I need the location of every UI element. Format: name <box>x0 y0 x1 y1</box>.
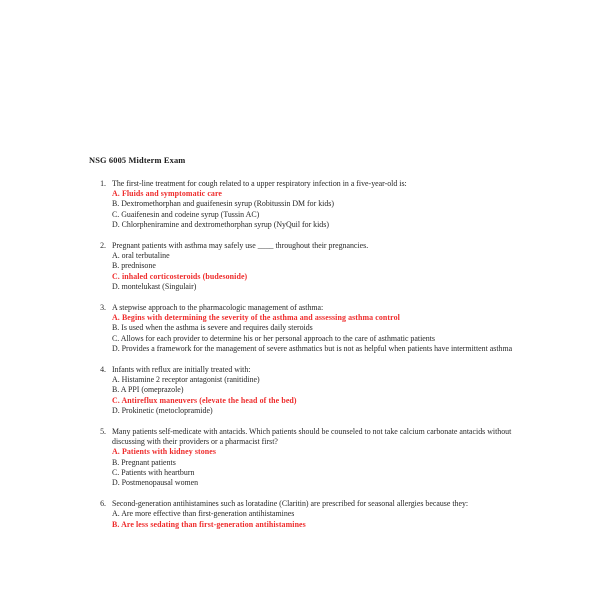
document-content <box>89 155 514 541</box>
answer-option[interactable]: C. Patients with heartburn <box>112 467 195 477</box>
question-stem: A stepwise approach to the pharmacologic management of asthma: <box>112 303 324 313</box>
question-number: 5. <box>100 427 106 437</box>
answer-option[interactable]: D. montelukast (Singulair) <box>112 281 197 291</box>
answer-option[interactable]: B. Pregnant patients <box>112 457 176 467</box>
question-block <box>89 365 514 416</box>
answer-option[interactable]: A. Histamine 2 receptor antagonist (ranitidine) <box>112 375 260 385</box>
answer-option-correct[interactable]: A. Patients with kidney stones <box>112 447 217 457</box>
answer-option[interactable]: C. Allows for each provider to determine his or her personal approach to the care of asthmatic patients <box>112 333 435 343</box>
question-number: 4. <box>100 365 106 375</box>
answer-option[interactable]: D. Postmenopausal women <box>112 478 199 488</box>
question-stem: Pregnant patients with asthma may safely use ____ throughout their pregnancies. <box>112 241 369 251</box>
question-block <box>89 499 514 530</box>
question-block <box>89 179 514 230</box>
answer-option[interactable]: D. Prokinetic (metoclopramide) <box>112 405 213 415</box>
answer-options <box>112 509 514 529</box>
answer-option[interactable]: C. Guaifenesin and codeine syrup (Tussin AC) <box>112 209 260 219</box>
question-block <box>89 303 514 354</box>
answer-options <box>112 251 514 292</box>
question-stem: The first-line treatment for cough related to a upper respiratory infection in a five-year-old is: <box>112 179 407 188</box>
answer-option[interactable]: D. Provides a framework for the management of severe asthmatics but is not as helpful when patients have intermittent asthma <box>112 343 513 353</box>
answer-option-correct[interactable]: B. Are less sedating than first-generation antihistamines <box>112 519 306 529</box>
question-block <box>89 241 514 292</box>
answer-options <box>112 447 514 488</box>
answer-option[interactable]: B. A PPI (omeprazole) <box>112 385 184 395</box>
answer-options <box>112 313 514 354</box>
question-number: 3. <box>100 303 106 313</box>
answer-option-correct[interactable]: A. Begins with determining the severity of the asthma and assessing asthma control <box>112 313 400 323</box>
answer-options <box>112 189 514 230</box>
answer-option[interactable]: B. Is used when the asthma is severe and requires daily steroids <box>112 323 313 333</box>
page-title: NSG 6005 Midterm Exam <box>89 156 186 165</box>
question-number: 6. <box>100 499 106 509</box>
answer-option[interactable]: A. oral terbutaline <box>112 251 170 261</box>
answer-options <box>112 375 514 416</box>
answer-option[interactable]: B. prednisone <box>112 261 156 271</box>
answer-option-correct[interactable]: A. Fluids and symptomatic care <box>112 189 223 199</box>
answer-option-correct[interactable]: C. Antireflux maneuvers (elevate the head of the bed) <box>112 395 297 405</box>
question-number: 1. <box>100 179 106 188</box>
answer-option[interactable]: D. Chlorpheniramine and dextromethorphan syrup (NyQuil for kids) <box>112 219 329 229</box>
question-stem: Second-generation antihistamines such as loratadine (Claritin) are prescribed for seasonal allergies because they: <box>112 499 469 509</box>
questions-list <box>89 179 514 530</box>
question-stem: Many patients self-medicate with antacids. Which patients should be counseled to not take calcium carbonate antacids without discussing with their providers or a pharmacist first? <box>112 427 512 447</box>
question-number: 2. <box>100 241 106 251</box>
question-block <box>89 427 514 488</box>
question-stem: Infants with reflux are initially treated with: <box>112 365 251 375</box>
answer-option[interactable]: A. Are more effective than first-generation antihistamines <box>112 509 295 519</box>
answer-option-correct[interactable]: C. inhaled corticosteroids (budesonide) <box>112 271 248 281</box>
answer-option[interactable]: B. Dextromethorphan and guaifenesin syrup (Robitussin DM for kids) <box>112 199 335 209</box>
